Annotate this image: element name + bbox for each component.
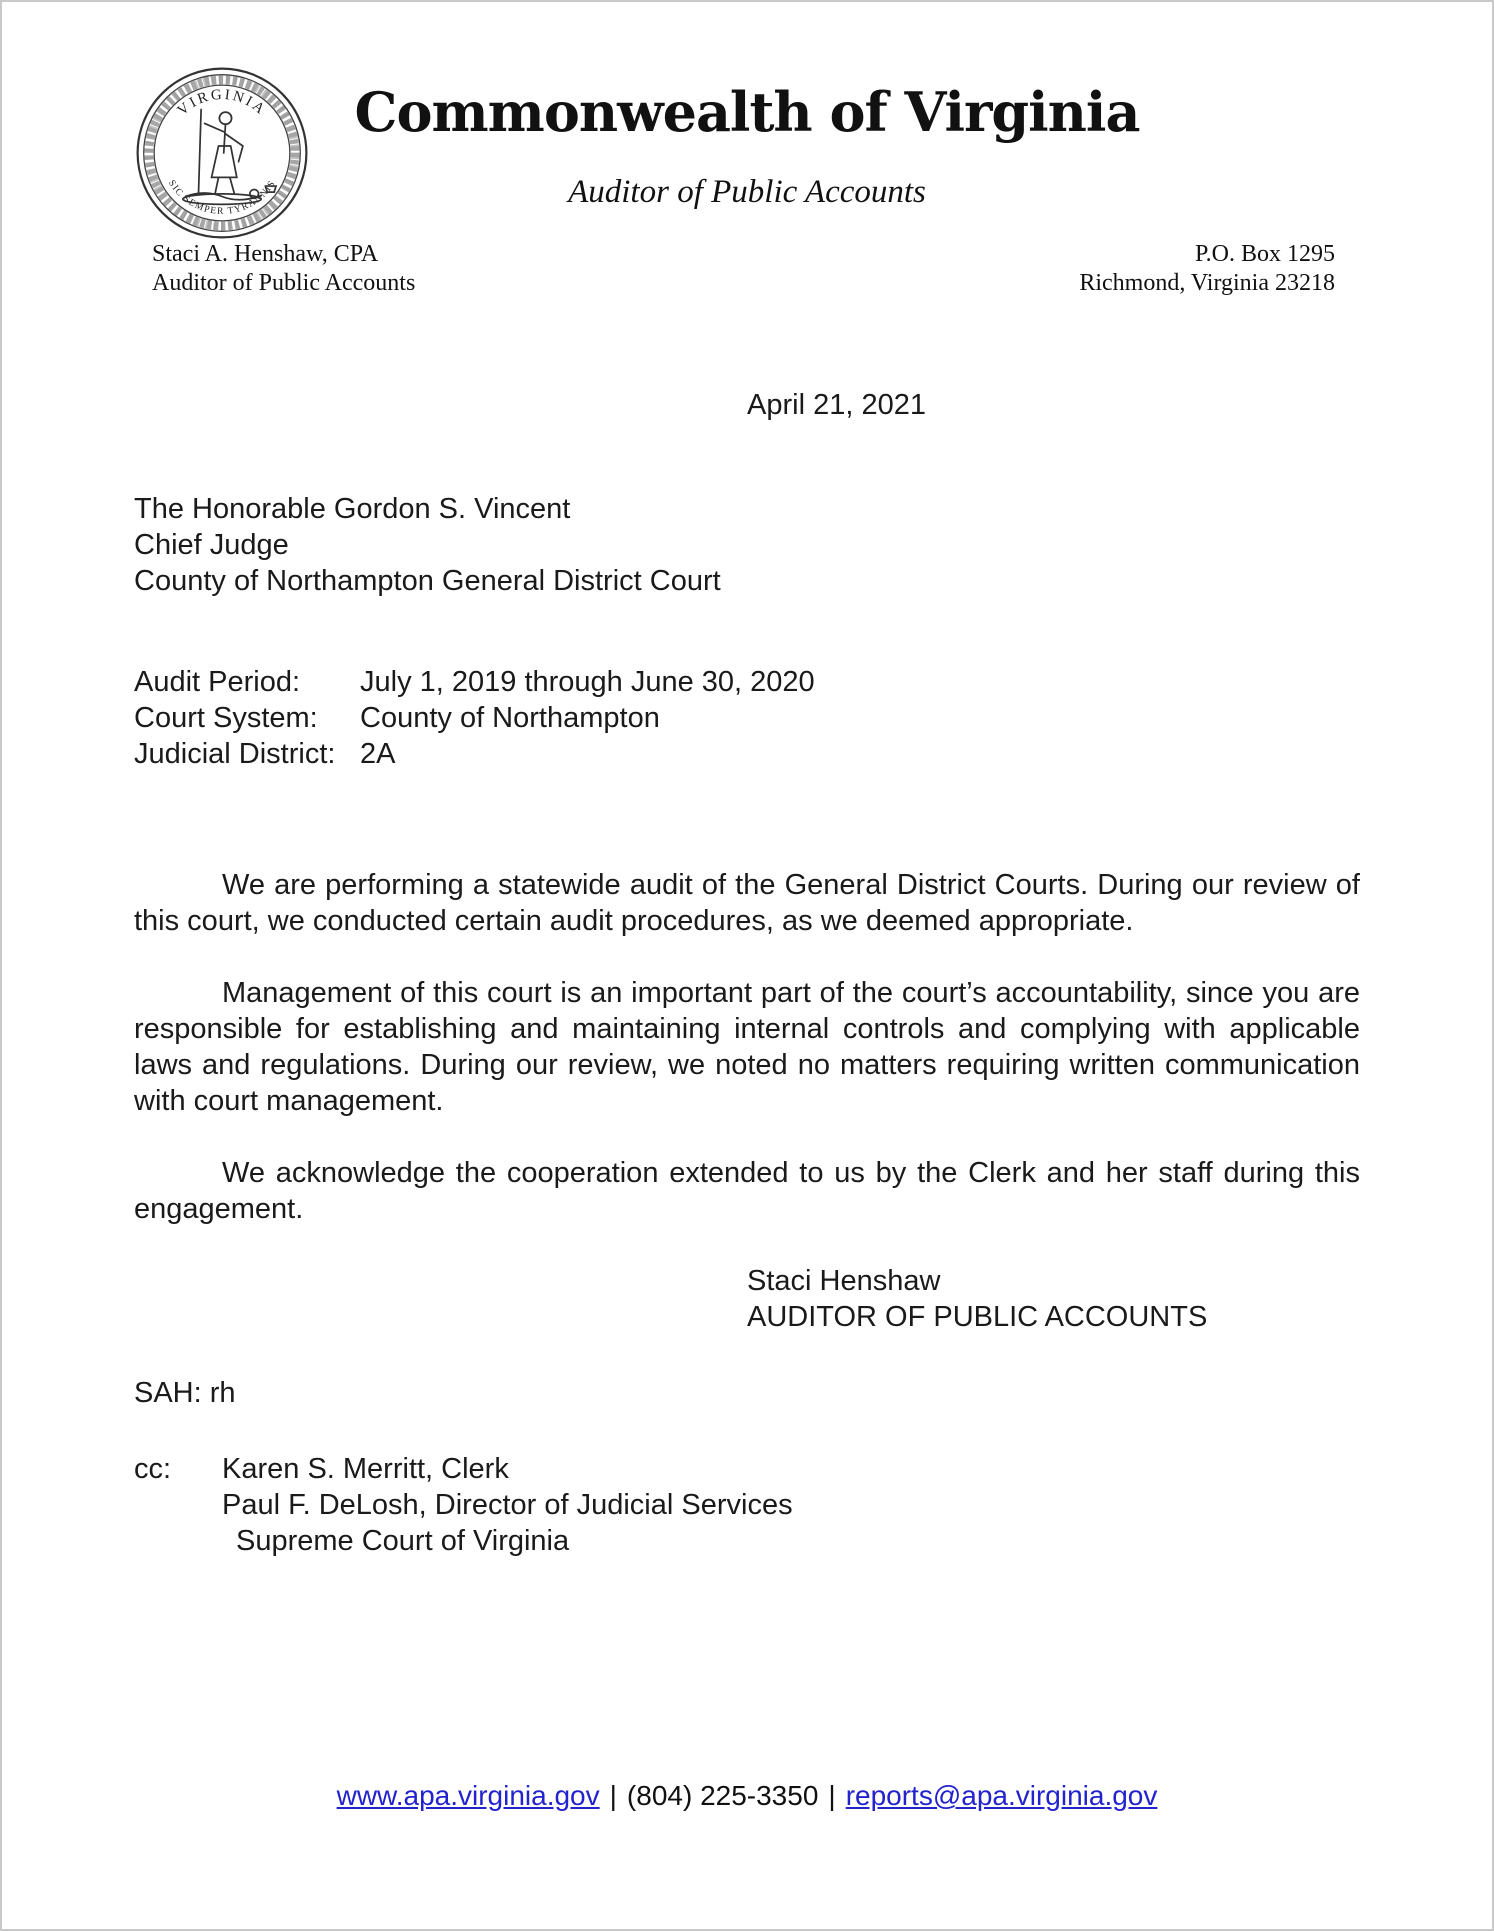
- audit-period-value: July 1, 2019 through June 30, 2020: [360, 666, 815, 698]
- seal-top-text: VIRGINIA: [174, 86, 270, 119]
- court-system-label: Court System:: [134, 702, 318, 734]
- masthead-title: Commonwealth of Virginia: [354, 80, 1140, 144]
- letter-footer: [2, 1780, 1492, 1812]
- footer-separator: |: [609, 1780, 617, 1811]
- audit-period-label: Audit Period:: [134, 666, 301, 698]
- audit-info-row: [134, 700, 1360, 736]
- reference-initials: SAH: rh: [134, 1377, 236, 1409]
- cc-block: [134, 1451, 1360, 1559]
- audit-info: [134, 664, 1360, 772]
- recipient-name: The Honorable Gordon S. Vincent: [134, 493, 571, 525]
- cc-list: [222, 1451, 793, 1559]
- recipient-address: [134, 491, 1360, 599]
- paragraph-2: Management of this court is an important part of the court’s accountability, since you are responsible for establishing and maintaining internal controls and complying with applicable laws and regulations. During our review, we noted no matters requiring written communication with court management.: [134, 977, 1360, 1117]
- masthead-subtitle: Auditor of Public Accounts: [568, 174, 926, 210]
- recipient-title: Chief Judge: [134, 529, 289, 561]
- signature-name: Staci Henshaw: [747, 1265, 941, 1297]
- email-link[interactable]: reports@apa.virginia.gov: [845, 1780, 1158, 1811]
- city-state-zip: Richmond, Virginia 23218: [1079, 270, 1335, 296]
- cc-entry: Supreme Court of Virginia: [236, 1525, 570, 1557]
- paragraph-1: We are performing a statewide audit of the General District Courts. During our review of this court, we conducted certain audit procedures, as we deemed appropriate.: [134, 869, 1360, 937]
- cc-entry: Karen S. Merritt, Clerk: [222, 1453, 509, 1485]
- auditor-title: Auditor of Public Accounts: [152, 270, 416, 296]
- audit-info-row: [134, 736, 1360, 772]
- signature-block: [747, 1263, 1360, 1335]
- cc-label: cc:: [134, 1453, 172, 1485]
- letterhead: [134, 2, 1360, 312]
- paragraph-3: We acknowledge the cooperation extended to us by the Clerk and her staff during this engagement.: [134, 1157, 1360, 1225]
- letter-date: April 21, 2021: [747, 389, 926, 421]
- recipient-court: County of Northampton General District Court: [134, 565, 721, 597]
- judicial-district-label: Judicial District:: [134, 738, 336, 770]
- website-link[interactable]: www.apa.virginia.gov: [336, 1780, 600, 1811]
- letter-body: [134, 387, 1360, 1559]
- po-box: P.O. Box 1295: [1194, 241, 1335, 267]
- cc-entry: Paul F. DeLosh, Director of Judicial Services: [222, 1489, 793, 1521]
- phone-number: (804) 225-3350: [626, 1780, 819, 1811]
- audit-info-row: [134, 664, 1360, 700]
- seal-bottom-text: SIC SEMPER TYRANNIS: [165, 178, 279, 217]
- auditor-name: Staci A. Henshaw, CPA: [152, 241, 379, 267]
- signature-title: AUDITOR OF PUBLIC ACCOUNTS: [747, 1301, 1208, 1333]
- auditor-identity: [152, 240, 415, 298]
- judicial-district-value: 2A: [360, 738, 396, 770]
- court-system-value: County of Northampton: [360, 702, 660, 734]
- office-address: [1079, 240, 1335, 298]
- footer-separator: |: [828, 1780, 836, 1811]
